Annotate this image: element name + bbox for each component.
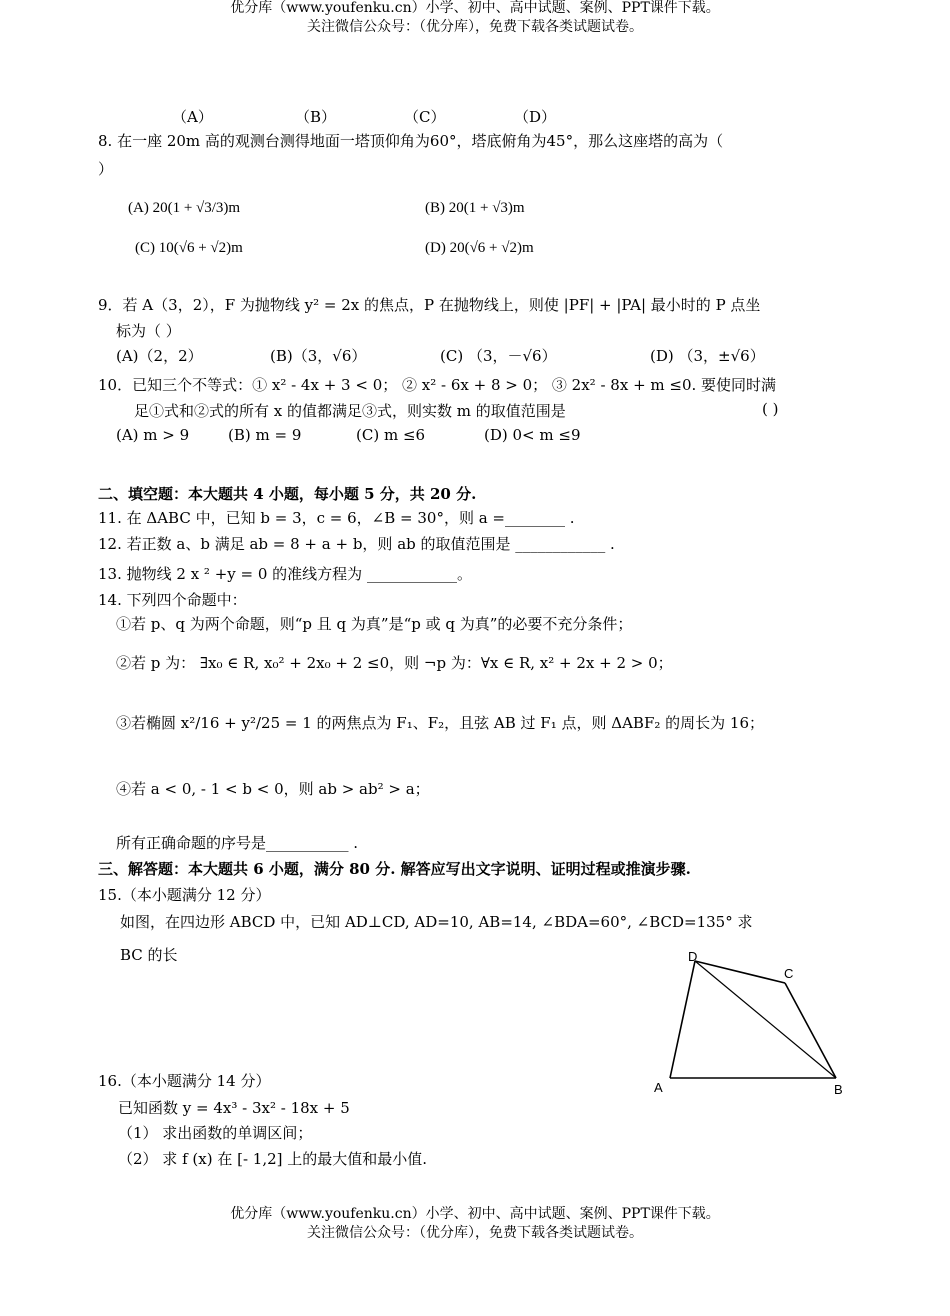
q15-title: 15.（本小题满分 12 分） xyxy=(98,886,271,904)
section-2-title: 二、填空题：本大题共 4 小题，每小题 5 分，共 20 分. xyxy=(98,485,477,503)
q9-option-c: (C) （3，－√6） xyxy=(440,347,557,365)
q10-stem-2: 足①式和②式的所有 x 的值都满足③式，则实数 m 的取值范围是 xyxy=(134,402,566,420)
q8-stem: 8. 在一座 20m 高的观测台测得地面一塔顶仰角为60°，塔底俯角为45°，那么这座塔的高为（ xyxy=(98,132,724,150)
q10-option-b: (B) m = 9 xyxy=(228,426,302,444)
q14-proposition-3: ③若椭圆 x²/16 + y²/25 = 1 的两焦点为 F₁、F₂，且弦 AB 过 F₁ 点，则 ΔABF₂ 的周长为 16； xyxy=(116,714,764,732)
q9-option-b: (B)（3，√6） xyxy=(270,347,367,365)
q9-stem-2: 标为（ ） xyxy=(116,322,181,340)
quadrilateral-figure xyxy=(645,945,860,1100)
q10-option-d: (D) 0< m ≤9 xyxy=(484,426,581,444)
q8-option-a: (A) 20(1 + √3/3)m xyxy=(128,200,241,216)
q11: 11. 在 ΔABC 中，已知 b = 3，c = 6，∠B = 30°，则 a =________ . xyxy=(98,509,575,527)
q8-option-d: (D) 20(√6 + √2)m xyxy=(425,240,534,256)
q14-proposition-1: ①若 p、q 为两个命题，则“p 且 q 为真”是“p 或 q 为真”的必要不充分条件； xyxy=(116,615,633,633)
figure-edge-ad xyxy=(670,961,695,1078)
q7-option-c: （C） xyxy=(404,108,446,126)
q8-paren: ） xyxy=(98,160,114,178)
q7-option-d: （D） xyxy=(514,108,557,126)
q16-part-1: （1） 求出函数的单调区间； xyxy=(118,1124,313,1142)
footer-line-1: 优分库（www.youfenku.cn）小学、初中、高中试题、案例、PPT课件下载。 xyxy=(230,1206,720,1222)
q14: 14. 下列四个命题中： xyxy=(98,591,247,609)
header-line-2: 关注微信公众号：（优分库），免费下载各类试题试卷。 xyxy=(307,19,643,35)
q10-option-c: (C) m ≤6 xyxy=(356,426,426,444)
q16-part-2: （2） 求 f (x) 在 [- 1,2] 上的最大值和最小值. xyxy=(118,1150,428,1168)
q14-proposition-2: ②若 p 为： ∃x₀ ∈ R, x₀² + 2x₀ + 2 ≤0，则 ¬p 为：∀x ∈ R, x² + 2x + 2 > 0； xyxy=(116,654,673,672)
q9-option-a: (A)（2，2） xyxy=(116,347,203,365)
q10-stem: 10．已知三个不等式：① x² - 4x + 3 < 0； ② x² - 6x + 8 > 0； ③ 2x² - 8x + m ≤0. 要使同时满 xyxy=(98,376,777,394)
figure-label-c: C xyxy=(784,966,794,981)
figure-label-a: A xyxy=(654,1080,663,1095)
q15-body-2: BC 的长 xyxy=(120,946,178,964)
q14-proposition-4: ④若 a < 0, - 1 < b < 0，则 ab > ab² > a； xyxy=(116,780,430,798)
footer-line-2: 关注微信公众号：（优分库），免费下载各类试题试卷。 xyxy=(307,1225,643,1241)
q16-title: 16.（本小题满分 14 分） xyxy=(98,1072,271,1090)
q9-option-d: (D) （3，±√6） xyxy=(650,347,765,365)
figure-label-b: B xyxy=(834,1082,843,1097)
q9-stem: 9．若 A（3，2），F 为抛物线 y² = 2x 的焦点，P 在抛物线上，则使 |PF| + |PA| 最小时的 P 点坐 xyxy=(98,296,761,314)
q14-answer-line: 所有正确命题的序号是___________ . xyxy=(116,834,359,852)
figure-edge-cb xyxy=(785,983,836,1078)
section-3-title: 三、解答题：本大题共 6 小题，满分 80 分. 解答应写出文字说明、证明过程或推演步骤. xyxy=(98,860,691,878)
q10-option-a: (A) m > 9 xyxy=(116,426,190,444)
figure-label-d: D xyxy=(688,949,698,964)
q10-paren: ( ) xyxy=(762,400,779,418)
q8-option-b: (B) 20(1 + √3)m xyxy=(425,200,525,216)
q13: 13. 抛物线 2 x ² +y = 0 的准线方程为 ____________。 xyxy=(98,565,472,583)
q8-option-c: (C) 10(√6 + √2)m xyxy=(135,240,243,256)
q7-option-a: （A） xyxy=(172,108,213,126)
q12: 12. 若正数 a、b 满足 ab = 8 + a + b，则 ab 的取值范围是 ____________ . xyxy=(98,535,615,553)
q7-option-b: （B） xyxy=(295,108,337,126)
q16-body: 已知函数 y = 4x³ - 3x² - 18x + 5 xyxy=(118,1099,350,1117)
header-line-1: 优分库（www.youfenku.cn）小学、初中、高中试题、案例、PPT课件下载。 xyxy=(230,0,720,16)
q15-body: 如图，在四边形 ABCD 中，已知 AD⊥CD, AD=10, AB=14, ∠BDA=60°, ∠BCD=135° 求 xyxy=(120,913,753,931)
